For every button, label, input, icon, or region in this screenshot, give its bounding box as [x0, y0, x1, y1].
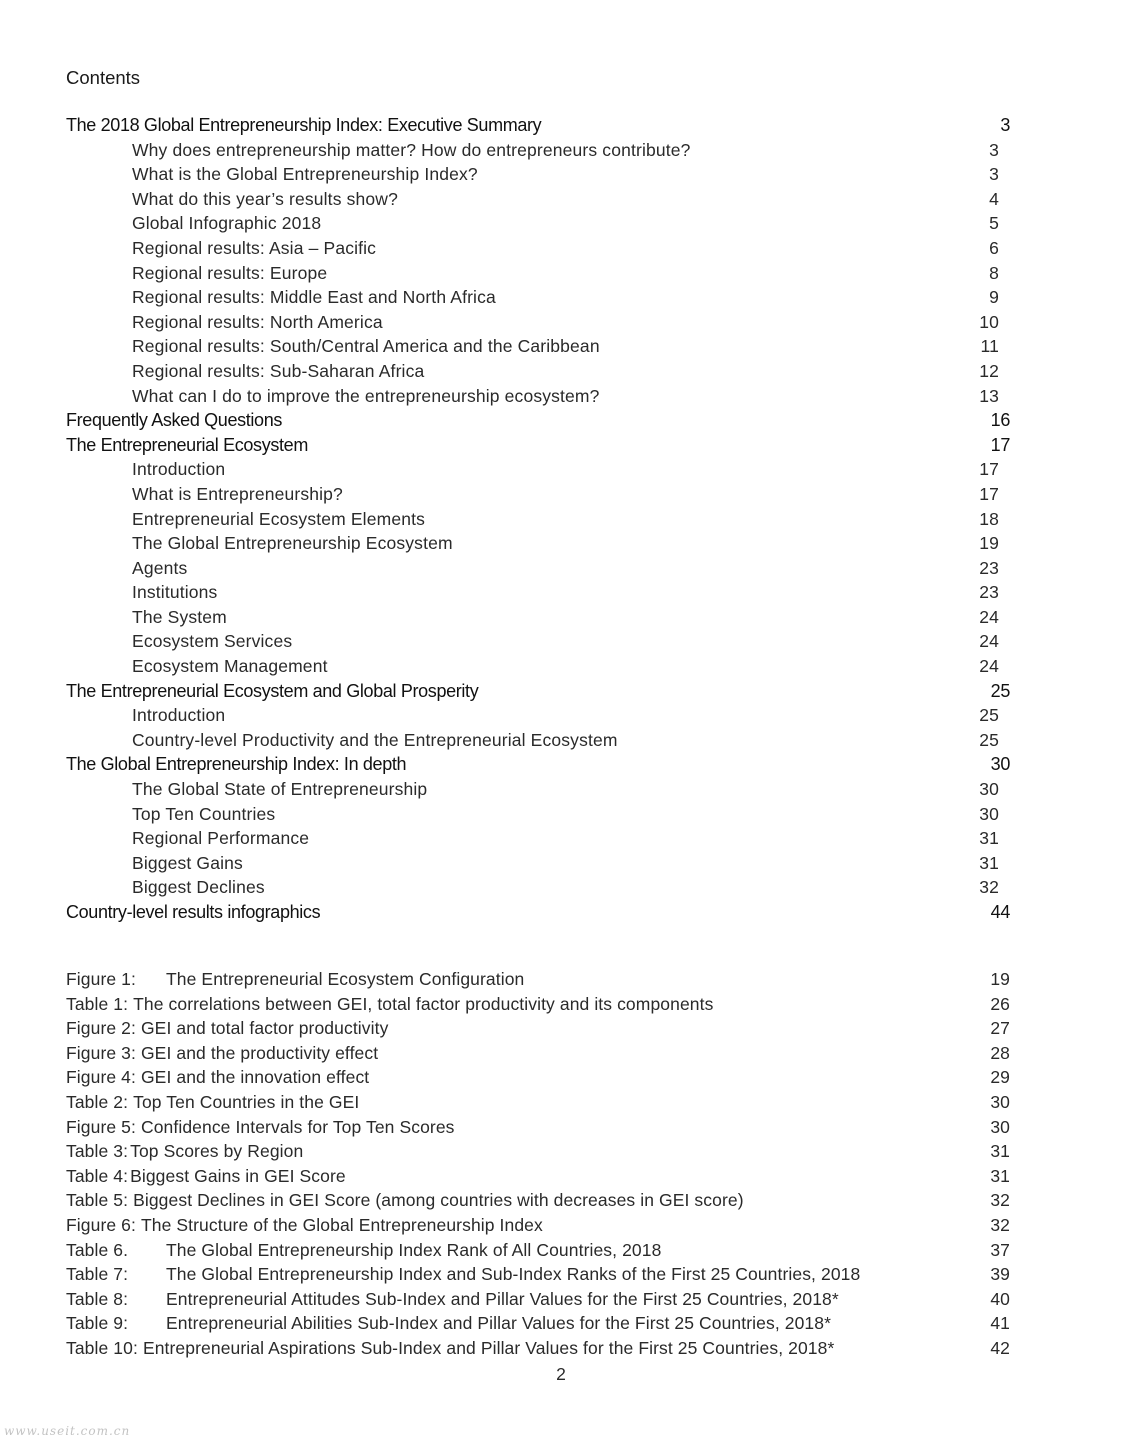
toc-entry-page: 3	[989, 164, 999, 185]
figure-entry-page: 30	[990, 1116, 1010, 1137]
toc-entry[interactable]	[66, 875, 1010, 900]
toc-entry-page: 19	[979, 533, 999, 554]
toc-entry[interactable]	[66, 211, 1010, 236]
toc-entry-title: Regional results: Sub-Saharan Africa	[132, 360, 425, 381]
toc-entry-page: 30	[979, 803, 999, 824]
figure-entry[interactable]	[66, 1041, 1010, 1066]
figure-entry-title: GEI and the innovation effect	[140, 1067, 370, 1088]
figure-entry-page: 37	[990, 1239, 1010, 1260]
toc-entry[interactable]	[66, 777, 1010, 802]
figure-entry-title: GEI and total factor productivity	[140, 1018, 389, 1039]
toc-entry[interactable]	[66, 187, 1010, 212]
toc-entry-title: The Global State of Entrepreneurship	[132, 779, 428, 800]
figure-entry-title: The Structure of the Global Entrepreneurship Index	[140, 1214, 543, 1235]
figure-entry-label: Table 3:	[66, 1141, 129, 1162]
toc-entry[interactable]	[66, 384, 1010, 409]
toc-entry[interactable]	[66, 138, 1010, 163]
toc-entry-title: Introduction	[132, 705, 226, 726]
figure-entry-title: The correlations between GEI, total factor productivity and its components	[133, 993, 714, 1014]
toc-entry-title: The Global Entrepreneurship Index: In depth	[66, 754, 407, 775]
toc-entry-title: Ecosystem Management	[132, 656, 328, 677]
toc-entry-page: 5	[989, 213, 999, 234]
toc-entry[interactable]	[66, 802, 1010, 827]
toc-entry-page: 24	[979, 631, 999, 652]
figure-entry-label: Figure 3:	[66, 1042, 136, 1063]
figure-entry-label: Figure 6:	[66, 1214, 136, 1235]
toc-entry-page: 24	[979, 606, 999, 627]
toc-entry-page: 4	[989, 188, 999, 209]
toc-entry[interactable]	[66, 507, 1010, 532]
figure-entry-title: Top Scores by Region	[130, 1141, 304, 1162]
contents-heading: Contents	[66, 67, 141, 88]
toc-entry[interactable]	[66, 285, 1010, 310]
figure-entry-label: Figure 4:	[66, 1067, 136, 1088]
toc-entry-title: Regional Performance	[132, 828, 310, 849]
figure-entry-label: Figure 2:	[66, 1018, 136, 1039]
figure-entry[interactable]	[66, 967, 1010, 992]
figure-entry-page: 26	[990, 993, 1010, 1014]
toc-entry-page: 9	[989, 287, 999, 308]
toc-entry-title: Agents	[132, 557, 188, 578]
figure-entry-page: 32	[990, 1214, 1010, 1235]
toc-entry-page: 12	[979, 360, 999, 381]
figure-entry[interactable]	[66, 1090, 1010, 1115]
toc-entry[interactable]	[66, 703, 1010, 728]
toc-entry-page: 10	[979, 311, 999, 332]
figure-entry-title: Entrepreneurial Attitudes Sub-Index and Pillar Values for the First 25 Countries, 2018*	[166, 1288, 839, 1309]
toc-entry-page: 25	[979, 729, 999, 750]
figure-entry-title: The Entrepreneurial Ecosystem Configuration	[166, 969, 525, 989]
figure-entry[interactable]	[66, 1213, 1010, 1238]
toc-entry-page: 16	[990, 410, 1010, 431]
figure-entry-label: Table 7:	[66, 1264, 129, 1285]
toc-entry-page: 23	[979, 582, 999, 603]
figure-entry-title: The Global Entrepreneurship Index and Sub-Index Ranks of the First 25 Countries, 2018	[166, 1264, 861, 1285]
toc-entry-page: 30	[990, 754, 1010, 775]
toc-entry-page: 30	[979, 779, 999, 800]
figure-entry-page: 39	[990, 1264, 1010, 1285]
toc-entry-page: 17	[990, 434, 1010, 455]
toc-entry[interactable]	[66, 679, 1010, 704]
figure-entry-label: Table 2:	[66, 1091, 129, 1112]
toc-entry-page: 24	[979, 656, 999, 677]
toc-entry-title: Entrepreneurial Ecosystem Elements	[132, 508, 426, 529]
toc-entry-title: Biggest Gains	[132, 852, 243, 873]
toc-entry[interactable]	[66, 531, 1010, 556]
toc-entry[interactable]	[66, 482, 1010, 507]
toc-entry[interactable]	[66, 457, 1010, 482]
figure-entry-label: Figure 1:	[66, 969, 136, 989]
toc-entry-title: The Entrepreneurial Ecosystem and Global Prosperity	[66, 680, 479, 701]
toc-entry-page: 3	[989, 139, 999, 160]
figure-entry[interactable]	[66, 1311, 1010, 1336]
figure-entry-page: 32	[990, 1190, 1010, 1211]
toc-entry-page: 18	[979, 508, 999, 529]
figure-entry-label: Table 4:	[66, 1165, 129, 1186]
figure-entry-label: Figure 5:	[66, 1116, 136, 1137]
toc-entry-page: 17	[979, 483, 999, 504]
toc-entry-title: Global Infographic 2018	[132, 213, 322, 234]
toc-entry-title: Regional results: Europe	[132, 262, 328, 283]
figure-entry[interactable]	[66, 992, 1010, 1017]
toc-entry[interactable]	[66, 654, 1010, 679]
toc-entry[interactable]	[66, 826, 1010, 851]
toc-entry-page: 8	[989, 262, 999, 283]
toc-entry[interactable]	[66, 900, 1010, 925]
figure-entry-title: Biggest Declines in GEI Score (among countries with decreases in GEI score)	[133, 1190, 744, 1211]
toc-entry-page: 31	[979, 852, 999, 873]
figure-entry-page: 41	[990, 1313, 1010, 1334]
toc-entry-title: Regional results: North America	[132, 311, 383, 332]
figure-entry[interactable]	[66, 1238, 1010, 1263]
toc-entry[interactable]	[66, 261, 1010, 286]
toc-entry-page: 25	[979, 705, 999, 726]
toc-entry-title: What is the Global Entrepreneurship Index?	[132, 164, 478, 185]
toc-entry-title: Regional results: South/Central America and the Caribbean	[132, 336, 600, 357]
toc-entry-title: What is Entrepreneurship?	[132, 483, 343, 504]
toc-entry-title: Biggest Declines	[132, 877, 265, 898]
toc-entry-title: Regional results: Asia – Pacific	[132, 237, 377, 258]
watermark: www.useit.com.cn	[4, 1424, 131, 1438]
figure-entry-page: 30	[990, 1091, 1010, 1112]
figure-entry-title: Entrepreneurial Abilities Sub-Index and Pillar Values for the First 25 Countries, 2018*	[166, 1313, 831, 1334]
figure-entry-title: GEI and the productivity effect	[140, 1042, 379, 1063]
toc-entry-page: 31	[979, 828, 999, 849]
figure-entry-page: 31	[990, 1141, 1010, 1162]
figure-entry[interactable]	[66, 1287, 1010, 1312]
list-of-figures-and-tables	[66, 967, 1010, 1361]
toc-entry-page: 17	[979, 459, 999, 480]
toc-entry-page: 13	[979, 385, 999, 406]
toc-entry-title: Why does entrepreneurship matter? How do entrepreneurs contribute?	[132, 139, 691, 160]
toc-entry[interactable]	[66, 752, 1010, 777]
figure-entry-page: 31	[990, 1165, 1010, 1186]
toc-entry-page: 25	[990, 680, 1010, 701]
toc-entry-page: 3	[1000, 115, 1010, 135]
toc-entry[interactable]	[66, 851, 1010, 876]
figure-entry-title: Biggest Gains in GEI Score	[130, 1165, 346, 1186]
toc-entry-title: The Entrepreneurial Ecosystem	[66, 434, 308, 455]
toc-entry[interactable]	[66, 359, 1010, 384]
figure-entry[interactable]	[66, 1188, 1010, 1213]
toc-entry-title: The Global Entrepreneurship Ecosystem	[132, 533, 453, 554]
figure-entry-label: Table 1:	[66, 993, 129, 1014]
toc-entry-page: 23	[979, 557, 999, 578]
toc-entry-page: 6	[989, 237, 999, 258]
toc-entry-title: Country-level Productivity and the Entrepreneurial Ecosystem	[132, 729, 618, 750]
figure-entry-label: Table 8:	[66, 1288, 129, 1309]
toc-entry[interactable]	[66, 236, 1010, 261]
toc-entry[interactable]	[66, 113, 1010, 138]
toc-entry[interactable]	[66, 408, 1010, 433]
toc-entry-title: The System	[132, 606, 227, 627]
toc-entry[interactable]	[66, 556, 1010, 581]
figure-entry-label: Table 5:	[66, 1190, 129, 1211]
toc-entry[interactable]	[66, 605, 1010, 630]
toc-entry-title: Country-level results infographics	[66, 902, 321, 922]
toc-entry-page: 44	[990, 902, 1010, 922]
figure-entry[interactable]	[66, 1115, 1010, 1140]
figure-entry-title: Top Ten Countries in the GEI	[133, 1091, 360, 1112]
toc-entry[interactable]	[66, 310, 1010, 335]
figure-entry-page: 42	[990, 1337, 1010, 1358]
figure-entry-label: Table 6.	[66, 1239, 129, 1260]
toc-entry-title: Regional results: Middle East and North Africa	[132, 287, 496, 308]
toc-entry[interactable]	[66, 629, 1010, 654]
toc-entry[interactable]	[66, 334, 1010, 359]
toc-entry[interactable]	[66, 162, 1010, 187]
figure-entry[interactable]	[66, 1139, 1010, 1164]
toc-entry-title: What can I do to improve the entrepreneurship ecosystem?	[132, 385, 600, 406]
toc-entry[interactable]	[66, 580, 1010, 605]
figure-entry-label: Table 9:	[66, 1313, 129, 1334]
figure-entry-page: 40	[990, 1288, 1010, 1309]
figure-entry-title: Confidence Intervals for Top Ten Scores	[140, 1116, 455, 1137]
figure-entry-page: 28	[990, 1042, 1010, 1063]
toc-entry-page: 11	[980, 336, 999, 357]
toc-entry-title: The 2018 Global Entrepreneurship Index: Executive Summary	[66, 115, 542, 135]
toc-entry-title: Top Ten Countries	[132, 803, 276, 824]
table-of-contents	[66, 113, 1010, 925]
toc-entry[interactable]	[66, 433, 1010, 458]
toc-entry-title: What do this year’s results show?	[132, 188, 398, 209]
figure-entry[interactable]	[66, 1336, 1010, 1361]
figure-entry[interactable]	[66, 1262, 1010, 1287]
figure-entry-title: The Global Entrepreneurship Index Rank of All Countries, 2018	[166, 1239, 662, 1260]
figure-entry-page: 29	[990, 1067, 1010, 1088]
toc-entry-title: Introduction	[132, 459, 226, 480]
toc-entry-title: Ecosystem Services	[132, 631, 293, 652]
figure-entry-page: 27	[990, 1018, 1010, 1039]
figure-entry[interactable]	[66, 1065, 1010, 1090]
toc-entry-title: Institutions	[132, 582, 218, 603]
figure-entry-title: Entrepreneurial Aspirations Sub-Index and Pillar Values for the First 25 Countries, 2018*	[142, 1337, 835, 1358]
figure-entry-label: Table 10:	[66, 1337, 138, 1358]
toc-entry-page: 32	[979, 877, 999, 898]
toc-entry[interactable]	[66, 728, 1010, 753]
figure-entry[interactable]	[66, 1016, 1010, 1041]
toc-entry-title: Frequently Asked Questions	[66, 410, 283, 431]
figure-entry-page: 19	[990, 969, 1010, 989]
figure-entry[interactable]	[66, 1164, 1010, 1189]
page-number: 2	[556, 1364, 566, 1384]
